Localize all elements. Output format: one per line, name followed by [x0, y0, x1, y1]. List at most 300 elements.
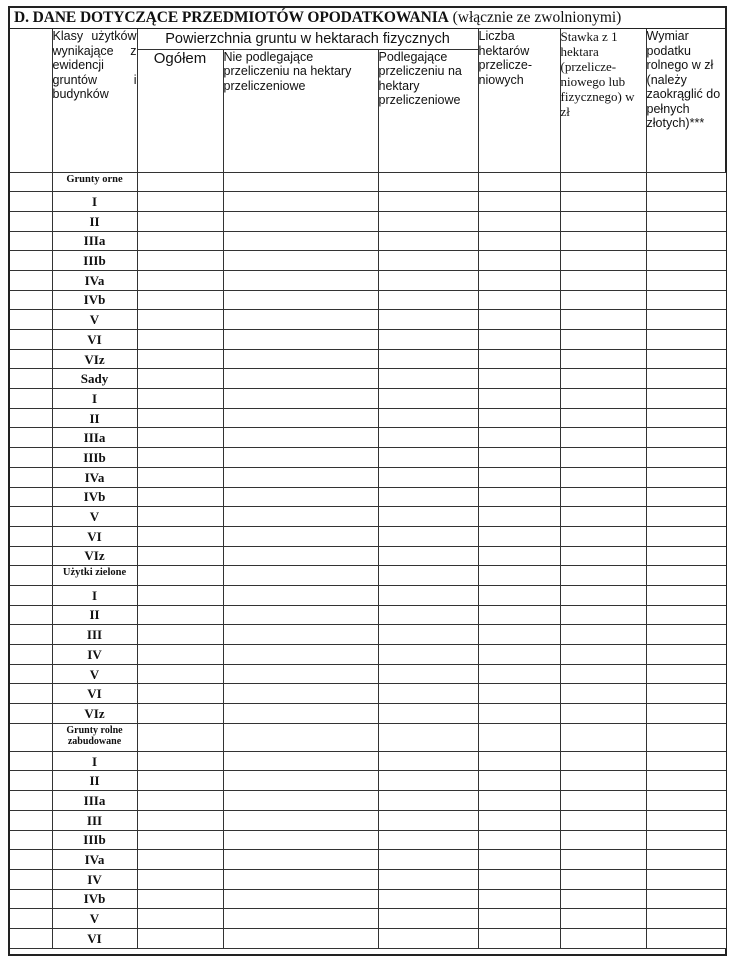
total-cell[interactable] — [137, 625, 223, 645]
not-subject-cell[interactable] — [223, 251, 378, 271]
total-cell[interactable] — [137, 270, 223, 290]
count-hectares-cell[interactable] — [478, 231, 560, 251]
row-spacer — [10, 192, 52, 212]
subject-cell[interactable] — [378, 526, 478, 546]
subject-cell[interactable] — [378, 850, 478, 870]
tax-cell[interactable] — [646, 869, 726, 889]
table-row — [10, 192, 726, 212]
row-spacer — [10, 330, 52, 350]
rate-cell[interactable] — [560, 810, 646, 830]
subject-cell[interactable] — [378, 369, 478, 389]
not-subject-cell[interactable] — [223, 211, 378, 231]
row-spacer — [10, 869, 52, 889]
table-row — [10, 389, 726, 409]
row-spacer — [10, 645, 52, 665]
total-cell[interactable] — [137, 751, 223, 771]
not-subject-cell[interactable] — [223, 751, 378, 771]
class-label: I — [52, 192, 137, 212]
count-hectares-cell[interactable] — [478, 290, 560, 310]
not-subject-cell[interactable] — [223, 507, 378, 527]
total-cell[interactable] — [137, 408, 223, 428]
rate-cell[interactable] — [560, 585, 646, 605]
total-cell[interactable] — [137, 909, 223, 929]
total-cell[interactable] — [137, 231, 223, 251]
row-spacer — [10, 928, 52, 948]
rate-cell[interactable] — [560, 349, 646, 369]
rate-cell[interactable] — [560, 526, 646, 546]
not-subject-cell[interactable] — [223, 889, 378, 909]
count-hectares-cell[interactable] — [478, 270, 560, 290]
rate-cell[interactable] — [560, 231, 646, 251]
row-spacer — [10, 664, 52, 684]
class-label: II — [52, 771, 137, 791]
tax-cell[interactable] — [646, 290, 726, 310]
not-subject-cell[interactable] — [223, 704, 378, 724]
not-subject-cell[interactable] — [223, 389, 378, 409]
class-label: IIIb — [52, 251, 137, 271]
tax-cell[interactable] — [646, 448, 726, 468]
total-cell[interactable] — [137, 487, 223, 507]
tax-cell[interactable] — [646, 645, 726, 665]
tax-cell[interactable] — [646, 546, 726, 566]
category-label: Użytki zielone — [52, 566, 137, 586]
tax-cell[interactable] — [646, 751, 726, 771]
not-subject-cell[interactable] — [223, 448, 378, 468]
subject-cell[interactable] — [378, 546, 478, 566]
tax-cell[interactable] — [646, 605, 726, 625]
tax-cell[interactable] — [646, 704, 726, 724]
count-hectares-cell[interactable] — [478, 869, 560, 889]
not-subject-cell[interactable] — [223, 810, 378, 830]
total-cell[interactable] — [137, 684, 223, 704]
subject-cell[interactable] — [378, 810, 478, 830]
subject-cell[interactable] — [378, 448, 478, 468]
row-spacer — [10, 566, 52, 586]
table-row — [10, 507, 726, 527]
rate-cell[interactable] — [560, 467, 646, 487]
not-subject-cell[interactable] — [223, 330, 378, 350]
table-row — [10, 889, 726, 909]
count-hectares-cell[interactable] — [478, 810, 560, 830]
row-spacer — [10, 684, 52, 704]
total-cell[interactable] — [137, 791, 223, 811]
subject-cell[interactable] — [378, 389, 478, 409]
total-cell[interactable] — [137, 290, 223, 310]
rate-cell[interactable] — [560, 428, 646, 448]
count-hectares-cell[interactable] — [478, 566, 560, 586]
class-label: IVa — [52, 850, 137, 870]
rate-cell[interactable] — [560, 869, 646, 889]
row-spacer — [10, 830, 52, 850]
rate-cell[interactable] — [560, 704, 646, 724]
not-subject-cell[interactable] — [223, 909, 378, 929]
total-cell[interactable] — [137, 389, 223, 409]
tax-cell[interactable] — [646, 830, 726, 850]
subject-cell[interactable] — [378, 231, 478, 251]
table-row — [10, 231, 726, 251]
rate-cell[interactable] — [560, 310, 646, 330]
subject-cell[interactable] — [378, 928, 478, 948]
count-hectares-cell[interactable] — [478, 830, 560, 850]
total-cell[interactable] — [137, 369, 223, 389]
table-row — [10, 909, 726, 929]
subject-cell[interactable] — [378, 723, 478, 751]
count-hectares-cell[interactable] — [478, 487, 560, 507]
tax-cell[interactable] — [646, 349, 726, 369]
tax-cell[interactable] — [646, 251, 726, 271]
tax-cell[interactable] — [646, 850, 726, 870]
tax-cell[interactable] — [646, 172, 726, 192]
count-hectares-cell[interactable] — [478, 723, 560, 751]
subject-cell[interactable] — [378, 585, 478, 605]
tax-cell[interactable] — [646, 771, 726, 791]
count-hectares-cell[interactable] — [478, 684, 560, 704]
rate-cell[interactable] — [560, 290, 646, 310]
not-subject-cell[interactable] — [223, 771, 378, 791]
rate-cell[interactable] — [560, 270, 646, 290]
not-subject-cell[interactable] — [223, 408, 378, 428]
total-cell[interactable] — [137, 448, 223, 468]
count-hectares-cell[interactable] — [478, 751, 560, 771]
rate-cell[interactable] — [560, 909, 646, 929]
tax-cell[interactable] — [646, 428, 726, 448]
not-subject-cell[interactable] — [223, 869, 378, 889]
total-cell[interactable] — [137, 723, 223, 751]
not-subject-cell[interactable] — [223, 684, 378, 704]
tax-cell[interactable] — [646, 192, 726, 212]
tax-cell[interactable] — [646, 625, 726, 645]
total-cell[interactable] — [137, 928, 223, 948]
not-subject-cell[interactable] — [223, 270, 378, 290]
not-subject-cell[interactable] — [223, 369, 378, 389]
not-subject-cell[interactable] — [223, 172, 378, 192]
class-label: VIz — [52, 546, 137, 566]
row-spacer — [10, 810, 52, 830]
tax-cell[interactable] — [646, 791, 726, 811]
tax-cell[interactable] — [646, 369, 726, 389]
table-row — [10, 791, 726, 811]
not-subject-cell[interactable] — [223, 625, 378, 645]
total-cell[interactable] — [137, 349, 223, 369]
not-subject-cell[interactable] — [223, 467, 378, 487]
subject-cell[interactable] — [378, 507, 478, 527]
not-subject-cell[interactable] — [223, 605, 378, 625]
count-hectares-cell[interactable] — [478, 448, 560, 468]
row-spacer — [10, 605, 52, 625]
header-rate: Stawka z 1 hektara (przelicze-niowego lub fizycznego) w zł — [560, 29, 646, 172]
header-not-subject: Nie podlegające przeliczeniu na hektary przeliczeniowe — [223, 49, 378, 172]
tax-cell[interactable] — [646, 507, 726, 527]
not-subject-cell[interactable] — [223, 585, 378, 605]
count-hectares-cell[interactable] — [478, 625, 560, 645]
rate-cell[interactable] — [560, 723, 646, 751]
rate-cell[interactable] — [560, 751, 646, 771]
total-cell[interactable] — [137, 526, 223, 546]
subject-cell[interactable] — [378, 889, 478, 909]
subject-cell[interactable] — [378, 566, 478, 586]
tax-cell[interactable] — [646, 526, 726, 546]
row-spacer — [10, 723, 52, 751]
category-label: Grunty orne — [52, 172, 137, 192]
rate-cell[interactable] — [560, 546, 646, 566]
rate-cell[interactable] — [560, 605, 646, 625]
tax-cell[interactable] — [646, 664, 726, 684]
class-label: III — [52, 810, 137, 830]
total-cell[interactable] — [137, 810, 223, 830]
table-row — [10, 546, 726, 566]
subject-cell[interactable] — [378, 625, 478, 645]
rate-cell[interactable] — [560, 330, 646, 350]
count-hectares-cell[interactable] — [478, 349, 560, 369]
not-subject-cell[interactable] — [223, 487, 378, 507]
class-label: I — [52, 585, 137, 605]
subject-cell[interactable] — [378, 251, 478, 271]
not-subject-cell[interactable] — [223, 546, 378, 566]
header-area-group: Powierzchnia gruntu w hektarach fizycznych — [137, 29, 478, 49]
rate-cell[interactable] — [560, 625, 646, 645]
rate-cell[interactable] — [560, 850, 646, 870]
tax-cell[interactable] — [646, 909, 726, 929]
count-hectares-cell[interactable] — [478, 507, 560, 527]
subject-cell[interactable] — [378, 684, 478, 704]
count-hectares-cell[interactable] — [478, 172, 560, 192]
rate-cell[interactable] — [560, 889, 646, 909]
table-row — [10, 211, 726, 231]
count-hectares-cell[interactable] — [478, 585, 560, 605]
rate-cell[interactable] — [560, 791, 646, 811]
tax-cell[interactable] — [646, 566, 726, 586]
total-cell[interactable] — [137, 211, 223, 231]
count-hectares-cell[interactable] — [478, 192, 560, 212]
not-subject-cell[interactable] — [223, 830, 378, 850]
table-row — [10, 467, 726, 487]
tax-cell[interactable] — [646, 723, 726, 751]
subject-cell[interactable] — [378, 408, 478, 428]
not-subject-cell[interactable] — [223, 645, 378, 665]
subject-cell[interactable] — [378, 869, 478, 889]
row-spacer — [10, 231, 52, 251]
count-hectares-cell[interactable] — [478, 211, 560, 231]
row-spacer — [10, 211, 52, 231]
count-hectares-cell[interactable] — [478, 526, 560, 546]
subject-cell[interactable] — [378, 605, 478, 625]
tax-cell[interactable] — [646, 270, 726, 290]
tax-cell[interactable] — [646, 467, 726, 487]
not-subject-cell[interactable] — [223, 231, 378, 251]
class-label: IIIa — [52, 791, 137, 811]
count-hectares-cell[interactable] — [478, 645, 560, 665]
subject-cell[interactable] — [378, 830, 478, 850]
count-hectares-cell[interactable] — [478, 664, 560, 684]
header-subject: Podlegające przeliczeniu na hektary przeliczeniowe — [378, 49, 478, 172]
subject-cell[interactable] — [378, 290, 478, 310]
subject-cell[interactable] — [378, 211, 478, 231]
not-subject-cell[interactable] — [223, 310, 378, 330]
subject-cell[interactable] — [378, 349, 478, 369]
rate-cell[interactable] — [560, 448, 646, 468]
rate-cell[interactable] — [560, 566, 646, 586]
subject-cell[interactable] — [378, 909, 478, 929]
spacer-header — [10, 29, 52, 172]
rate-cell[interactable] — [560, 507, 646, 527]
not-subject-cell[interactable] — [223, 850, 378, 870]
class-label: IVb — [52, 487, 137, 507]
table-row — [10, 408, 726, 428]
rate-cell[interactable] — [560, 664, 646, 684]
rate-cell[interactable] — [560, 487, 646, 507]
tax-cell[interactable] — [646, 211, 726, 231]
tax-cell[interactable] — [646, 684, 726, 704]
table-row — [10, 330, 726, 350]
subject-cell[interactable] — [378, 791, 478, 811]
total-cell[interactable] — [137, 251, 223, 271]
row-spacer — [10, 751, 52, 771]
tax-cell[interactable] — [646, 310, 726, 330]
rate-cell[interactable] — [560, 928, 646, 948]
rate-cell[interactable] — [560, 389, 646, 409]
tax-cell[interactable] — [646, 408, 726, 428]
class-label: VIz — [52, 704, 137, 724]
not-subject-cell[interactable] — [223, 566, 378, 586]
rate-cell[interactable] — [560, 645, 646, 665]
rate-cell[interactable] — [560, 192, 646, 212]
total-cell[interactable] — [137, 566, 223, 586]
tax-subjects-section — [8, 6, 727, 956]
table-row — [10, 810, 726, 830]
rate-cell[interactable] — [560, 684, 646, 704]
total-cell[interactable] — [137, 605, 223, 625]
subject-cell[interactable] — [378, 330, 478, 350]
not-subject-cell[interactable] — [223, 192, 378, 212]
total-cell[interactable] — [137, 830, 223, 850]
rate-cell[interactable] — [560, 771, 646, 791]
count-hectares-cell[interactable] — [478, 909, 560, 929]
total-cell[interactable] — [137, 546, 223, 566]
total-cell[interactable] — [137, 330, 223, 350]
subject-cell[interactable] — [378, 664, 478, 684]
total-cell[interactable] — [137, 172, 223, 192]
row-spacer — [10, 172, 52, 192]
subject-cell[interactable] — [378, 192, 478, 212]
subject-cell[interactable] — [378, 704, 478, 724]
not-subject-cell[interactable] — [223, 290, 378, 310]
count-hectares-cell[interactable] — [478, 791, 560, 811]
count-hectares-cell[interactable] — [478, 546, 560, 566]
count-hectares-cell[interactable] — [478, 310, 560, 330]
count-hectares-cell[interactable] — [478, 408, 560, 428]
total-cell[interactable] — [137, 771, 223, 791]
rate-cell[interactable] — [560, 211, 646, 231]
total-cell[interactable] — [137, 645, 223, 665]
class-label: II — [52, 605, 137, 625]
class-label: IVb — [52, 290, 137, 310]
rate-cell[interactable] — [560, 369, 646, 389]
subject-cell[interactable] — [378, 751, 478, 771]
row-spacer — [10, 487, 52, 507]
count-hectares-cell[interactable] — [478, 605, 560, 625]
not-subject-cell[interactable] — [223, 526, 378, 546]
subject-cell[interactable] — [378, 270, 478, 290]
class-label: IIIb — [52, 448, 137, 468]
subject-cell[interactable] — [378, 310, 478, 330]
total-cell[interactable] — [137, 889, 223, 909]
table-row — [10, 448, 726, 468]
tax-cell[interactable] — [646, 231, 726, 251]
tax-cell[interactable] — [646, 889, 726, 909]
rate-cell[interactable] — [560, 172, 646, 192]
rate-cell[interactable] — [560, 408, 646, 428]
total-cell[interactable] — [137, 704, 223, 724]
class-label: IV — [52, 645, 137, 665]
rate-cell[interactable] — [560, 830, 646, 850]
not-subject-cell[interactable] — [223, 428, 378, 448]
total-cell[interactable] — [137, 664, 223, 684]
subject-cell[interactable] — [378, 428, 478, 448]
not-subject-cell[interactable] — [223, 928, 378, 948]
tax-cell[interactable] — [646, 330, 726, 350]
not-subject-cell[interactable] — [223, 791, 378, 811]
count-hectares-cell[interactable] — [478, 369, 560, 389]
count-hectares-cell[interactable] — [478, 704, 560, 724]
total-cell[interactable] — [137, 428, 223, 448]
tax-cell[interactable] — [646, 585, 726, 605]
tax-cell[interactable] — [646, 810, 726, 830]
not-subject-cell[interactable] — [223, 723, 378, 751]
table-row — [10, 664, 726, 684]
subject-cell[interactable] — [378, 172, 478, 192]
count-hectares-cell[interactable] — [478, 467, 560, 487]
count-hectares-cell[interactable] — [478, 428, 560, 448]
tax-subjects-table — [10, 29, 726, 949]
table-row — [10, 566, 726, 586]
row-spacer — [10, 428, 52, 448]
tax-cell[interactable] — [646, 389, 726, 409]
count-hectares-cell[interactable] — [478, 389, 560, 409]
count-hectares-cell[interactable] — [478, 889, 560, 909]
count-hectares-cell[interactable] — [478, 330, 560, 350]
class-label: IVa — [52, 467, 137, 487]
total-cell[interactable] — [137, 585, 223, 605]
total-cell[interactable] — [137, 192, 223, 212]
count-hectares-cell[interactable] — [478, 850, 560, 870]
subject-cell[interactable] — [378, 771, 478, 791]
not-subject-cell[interactable] — [223, 664, 378, 684]
class-label: I — [52, 389, 137, 409]
tax-cell[interactable] — [646, 487, 726, 507]
total-cell[interactable] — [137, 507, 223, 527]
total-cell[interactable] — [137, 310, 223, 330]
row-spacer — [10, 290, 52, 310]
total-cell[interactable] — [137, 467, 223, 487]
subject-cell[interactable] — [378, 467, 478, 487]
row-spacer — [10, 251, 52, 271]
not-subject-cell[interactable] — [223, 349, 378, 369]
class-label: I — [52, 751, 137, 771]
class-label: Sady — [52, 369, 137, 389]
count-hectares-cell[interactable] — [478, 928, 560, 948]
rate-cell[interactable] — [560, 251, 646, 271]
count-hectares-cell[interactable] — [478, 771, 560, 791]
subject-cell[interactable] — [378, 645, 478, 665]
class-label: IIIa — [52, 231, 137, 251]
row-spacer — [10, 889, 52, 909]
total-cell[interactable] — [137, 869, 223, 889]
class-label: IIIb — [52, 830, 137, 850]
total-cell[interactable] — [137, 850, 223, 870]
count-hectares-cell[interactable] — [478, 251, 560, 271]
tax-cell[interactable] — [646, 928, 726, 948]
subject-cell[interactable] — [378, 487, 478, 507]
